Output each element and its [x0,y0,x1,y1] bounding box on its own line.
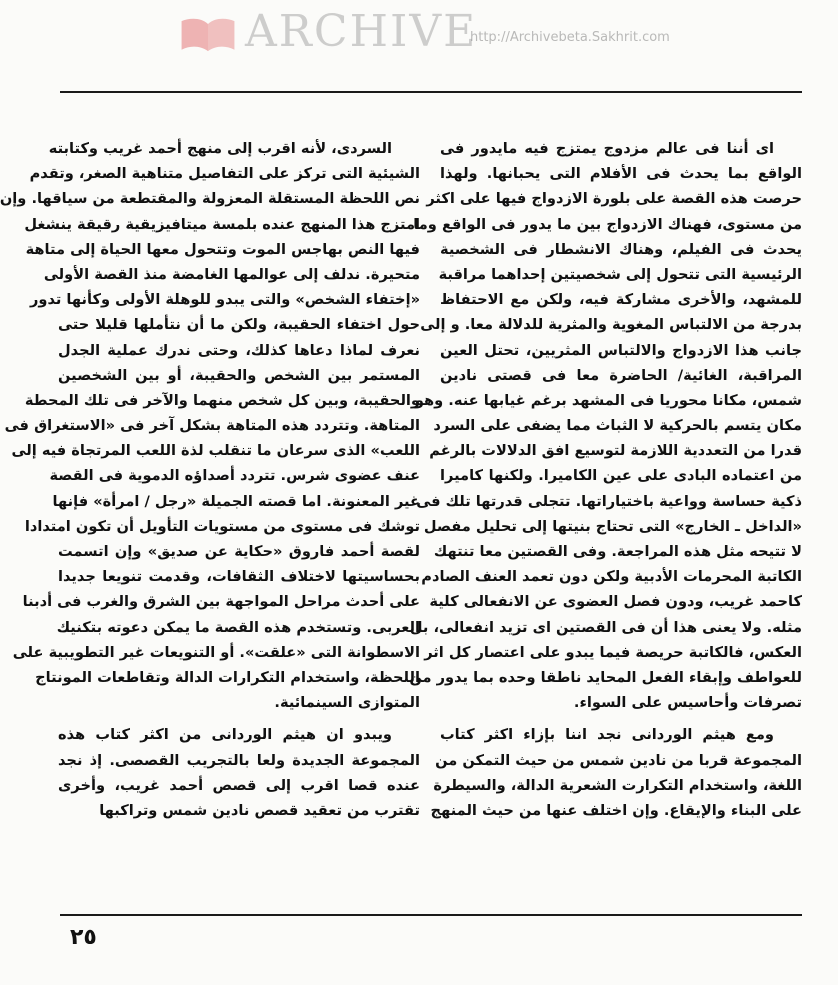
text-line: اللغة، واستخدام التكرارت الشعرية الدالة، والسيطرة [433,776,802,794]
text-line: العكس، فالكاتبة حريصة فيما يبدو على اعتصار كل اثر [424,643,802,661]
text-line: اللعب» الذى سرعان ما تنقلب لذة اللعب المرتجاة فيه إلى [11,442,420,460]
paragraph [430,722,802,823]
page-number: ٢٥ [70,925,97,950]
text-line: بدرجة من الالتباس المغوية والمثرية للدلالة معا. و إلى [420,316,802,334]
text-line: مثله. ولا يعنى هذا أن فى القصتين اى تزيد انفعالى، بل [409,618,802,636]
text-line: نص اللحظة المستقلة المعزولة والمقتطعة من سياقها. وإن [0,190,420,208]
text-line: الاسطوانة التى «علقت». أو التنويعات غير التطويبية على [12,643,420,661]
text-line: اللحظة، واستخدام التكرارات الدالة وتقاطعات المونتاج [35,668,420,686]
text-line: الرئيسية التى تتحول إلى شخصيتين إحداهما مراقبة [438,265,802,283]
text-line: تصرفات وأحاسيس على السواء. [573,694,802,712]
text-line: شمس، مكانا محوريا فى المشهد برغم غيابها عنه. وهو [414,391,802,409]
text-line: قدرا من التعددية اللازمة لتوسيع افق الدلالات بالرغم [429,442,802,460]
text-line: لا تتيحه مثل هذه المراجعة. وفى القصتين معا تنتهك [433,543,802,560]
text-line: للمشهد، والأخرى مشاركة فيه، ولكن مع الاحتفاظ [440,291,802,309]
text-line: غير المعنونة. اما قصته الجميلة «رجل / امرأة» فإنها [52,492,420,510]
text-line: والحقيبة، وبين كل شخص منهما والآخر فى تلك المحطة [24,391,420,409]
text-line: نعرف لماذا دعاها كذلك، وحتى ندرك عملية الجدل [58,341,420,359]
text-line: المجموعة الجديدة ولعا بالتجريب القصصى. إذ نجد [58,751,420,769]
bottom-divider [60,914,802,916]
text-line: حول اختفاء الحقيبة، ولكن ما أن نتأملها قليلا حتى [58,316,420,334]
text-line: «الداخل ـ الخارج» التى تحتاج بنيتها إلى تحليل مفصل [423,517,802,535]
text-line: عنده قصا اقرب إلى قصص أحمد غريب، وأخرى [58,776,420,794]
right-column [409,136,802,830]
text-line: الواقع بما يحدث فى الأفلام التى يحبانها. ولهذا [440,165,802,183]
text-line: كاحمد غريب، ودون فصل العضوى عن الانفعالى كلية [429,593,802,611]
paragraph [409,136,802,715]
text-line: السردى، لأنه اقرب إلى منهج أحمد غريب وكتابته [48,140,392,157]
text-line: للعواطف وإبقاء الفعل المحايد ناطقا وحده بما يدور من [409,668,802,686]
text-line: العربى. وتستخدم هذه القصة ما يمكن دعوته بتكنيك [56,618,420,636]
text-line: ذكية حساسة وواعية باختياراتها. تتجلى قدرتها تلك فى [416,492,802,510]
archive-book-watermark-icon [180,14,236,54]
top-divider [60,91,802,93]
text-line: حرصت هذه القصة على بلورة الازدواج فيها على اكثر [426,190,802,208]
text-line: ومع هيثم الوردانى نجد اننا بإزاء اكثر كتاب [440,726,774,744]
text-line: متحيرة. ندلف إلى عوالمها الغامضة منذ القصة الأولى [43,265,420,283]
text-line: ويبدو ان هيثم الوردانى من اكثر كتاب هذه [58,726,392,744]
text-line: يحدث فى الفيلم، وهناك الانشطار فى الشخصية [440,240,802,258]
text-line: توشك فى مستوى من مستويات التأويل أن تكون امتدادا [24,517,420,535]
text-line: عنف عضوى شرس. تتردد أصداؤه الدموية فى القصة [49,467,420,485]
text-line: من اعتماده البادى على عين الكاميرا. ولكنها كاميرا [440,467,802,485]
text-line: لقصة أحمد فاروق «حكاية عن صديق» وإن اتسمت [58,543,420,560]
text-line: المتاهة. وتتردد هذه المتاهة بشكل آخر فى «الاستغراق فى [4,417,420,435]
paragraph [58,722,420,823]
text-line: مكان يتسم بالحركية لا الثباث مما يضفى على السرد [433,417,802,435]
paragraph [0,136,420,715]
text-line: بحساسيتها لاختلاف الثقافات، وقدمت تنويعا جديدا [58,568,420,586]
text-line: المجموعة قربا من نادين شمس من حيث التمكن من [435,751,802,769]
text-line: المتوازى السينمائية. [274,694,420,712]
text-line: جانب هذا الازدواج والالتباس المثريين، تحتل العين [440,341,802,359]
text-line: «إختفاء الشخص» والتى يبدو للوهلة الأولى وكأنها تدور [29,291,420,309]
text-line: اى أننا فى عالم مزدوج يمتزج فيه مايدور فى [440,140,774,157]
text-line: على أحدث مراحل المواجهة بين الشرق والغرب فى أدبنا [22,593,420,611]
text-line: الكاتبة المحرمات الأدبية ولكن دون تعمد العنف الصادم [421,568,802,586]
text-line: امتزج هذا المنهج عنده بلمسة ميتافيزيقية رقيقة ينشغل [24,215,420,233]
text-line: تقترب من تعقيد قصص نادين شمس وتراكبها [99,801,420,819]
text-line: على البناء والإيقاع. وإن اختلف عنها من حيث المنهج [430,801,802,819]
archive-watermark-url: http://Archivebeta.Sakhrit.com [470,30,670,45]
text-line: المستمر بين الشخص والحقيبة، أو بين الشخصين [58,366,420,384]
text-line: المراقبة، الغائية/ الحاضرة معا فى قصتى نادين [440,366,802,384]
text-line: من مستوى، فهناك الازدواج بين ما يدور فى الواقع وما [413,215,802,233]
left-column [0,136,420,830]
text-line: فيها النص بهاجس الموت وتتحول معها الحياة إلى متاهة [25,240,420,258]
text-line: الشيئية التى تركز على التفاصيل متناهية الصغر، وتقدم [29,165,420,183]
archive-watermark: ARCHIVE [245,6,478,57]
